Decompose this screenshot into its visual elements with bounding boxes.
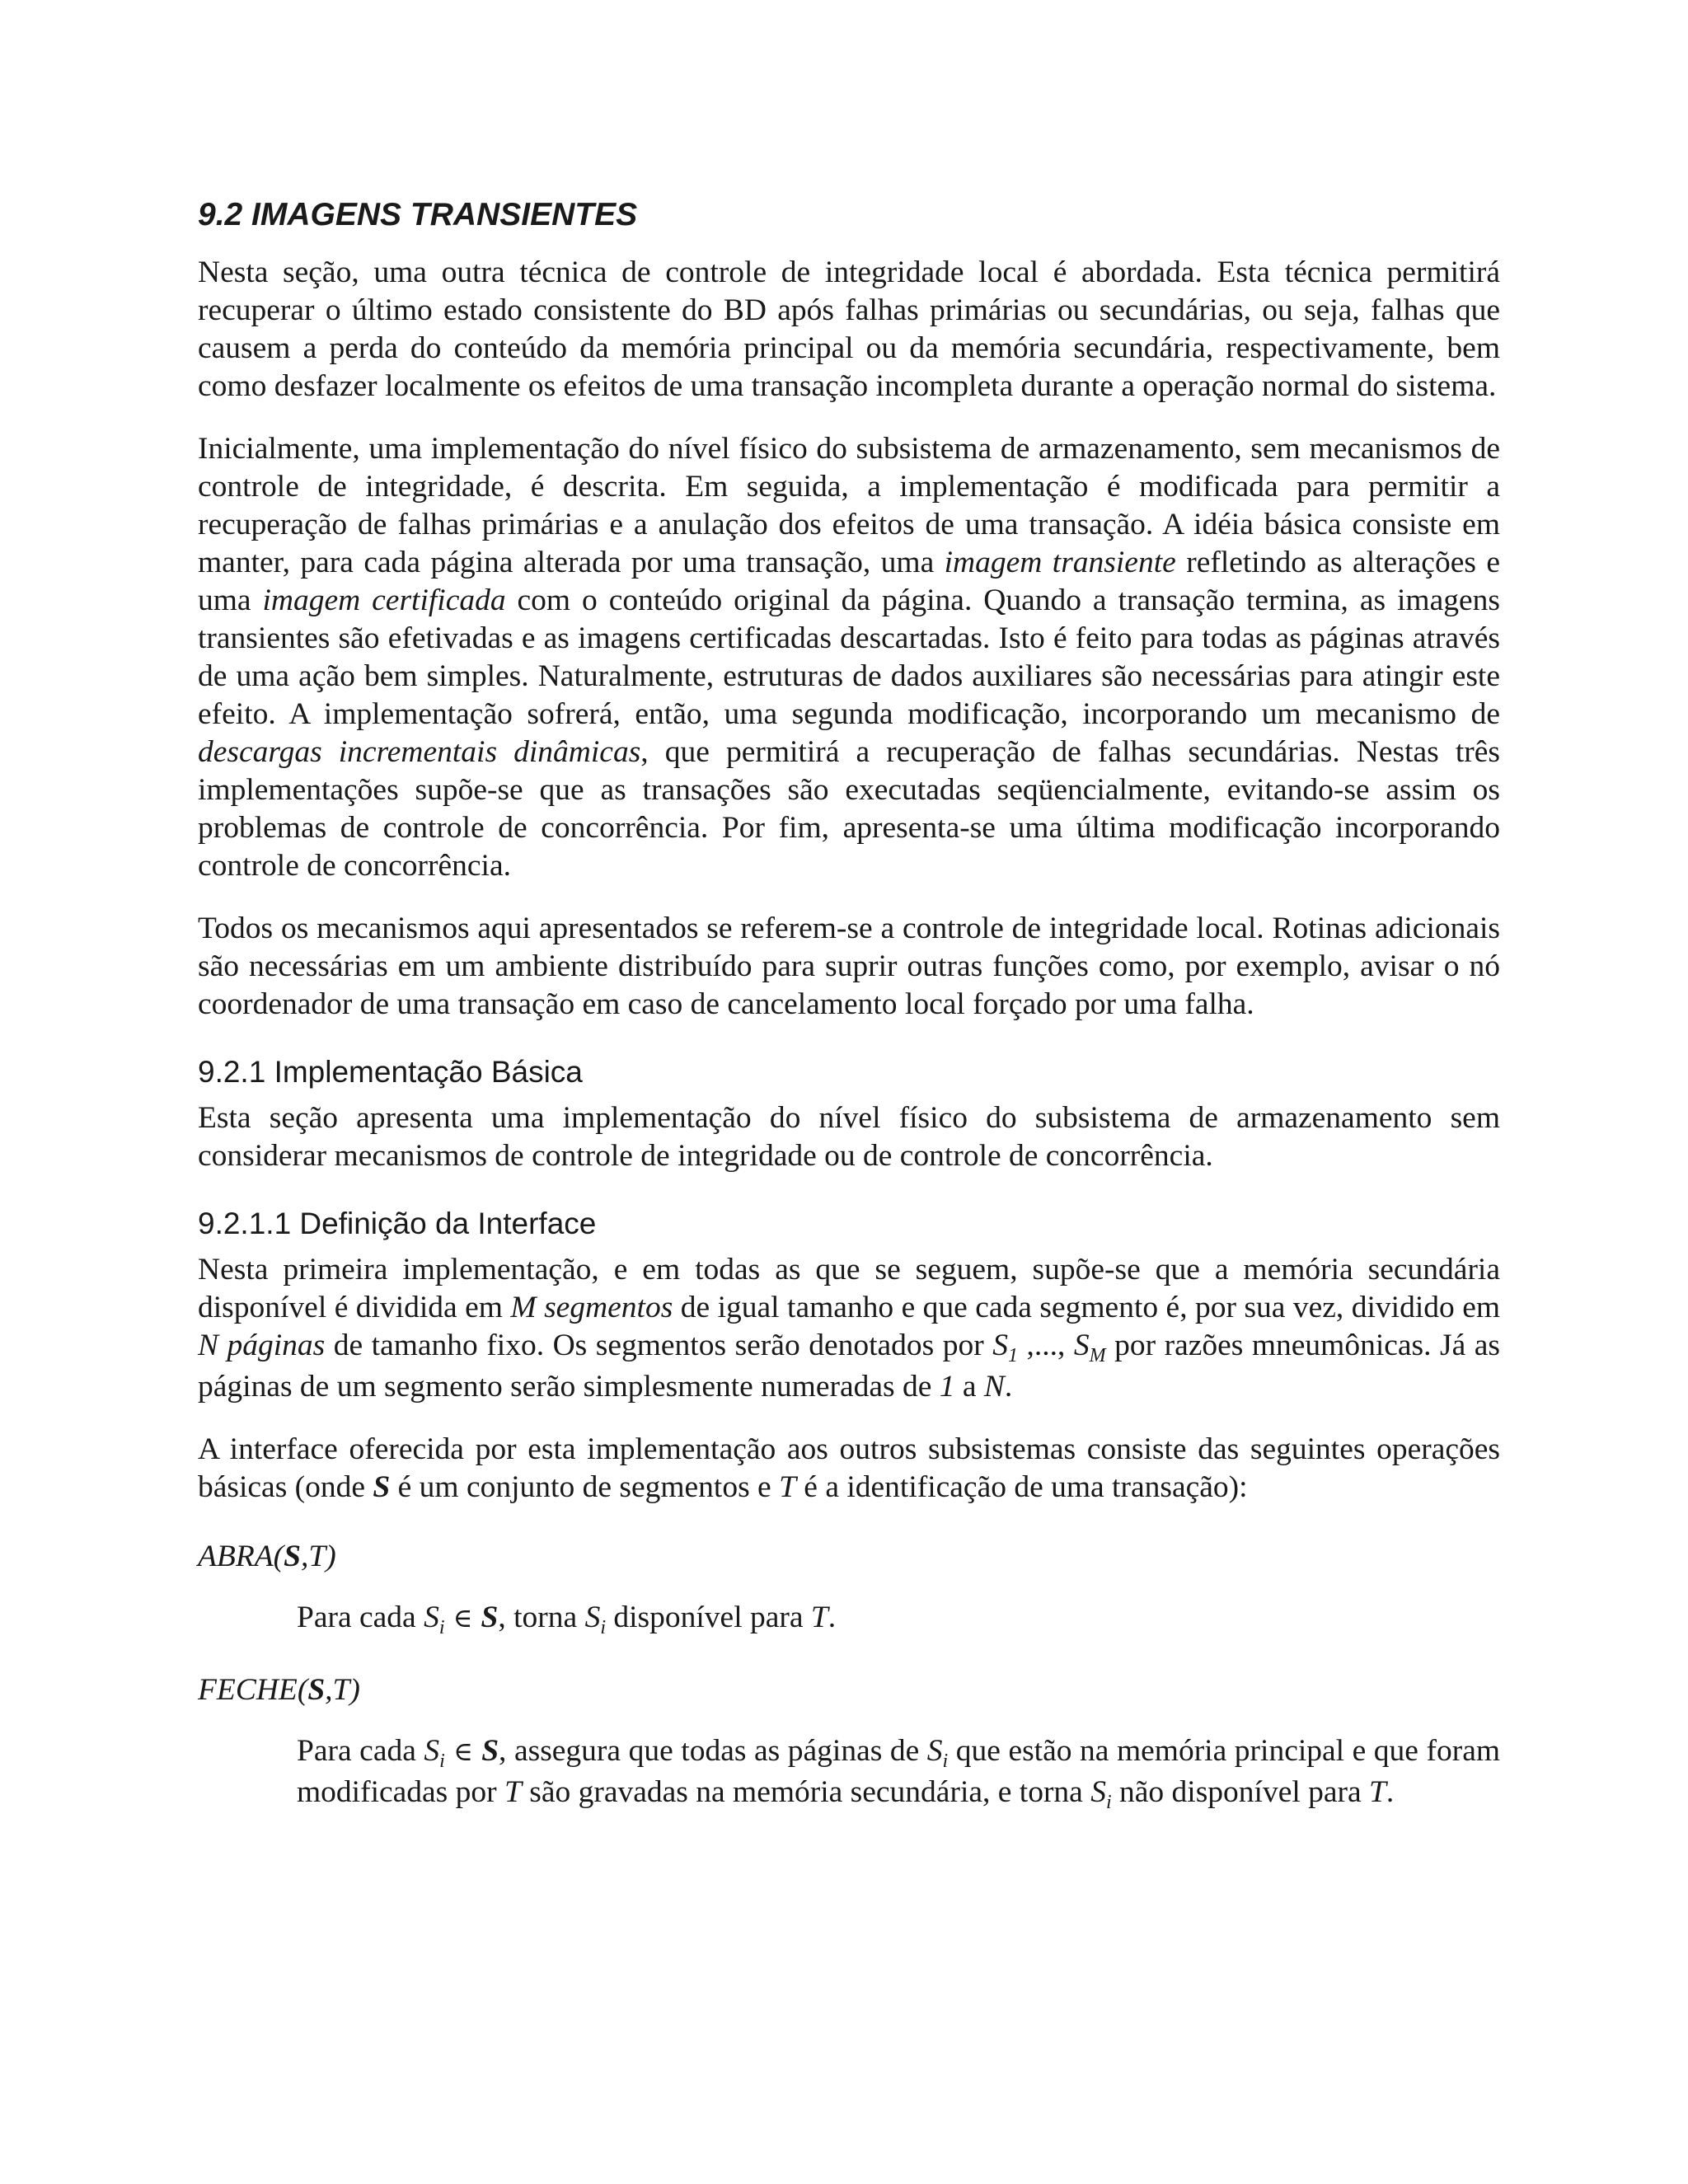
element-of-symbol: ∈ [444, 1602, 481, 1633]
term-descargas-incrementais: descargas incrementais dinâmicas [198, 735, 641, 769]
operation-abra: ABRA(S,T) [198, 1540, 336, 1573]
subsection-title: 9.2.1 Implementação Básica [198, 1055, 583, 1089]
subsubsection-title: 9.2.1.1 Definição da Interface [198, 1207, 597, 1240]
subsection-paragraph: Esta seção apresenta uma implementação do nível físico do subsistema de armazenamento sem considerar mecanismos de controle de integridade ou de controle de concorrência. [198, 1101, 1500, 1173]
document-page [198, 193, 1500, 1840]
operation-feche-description: Para cada $S_i$ ∈ S, assegura que todas as páginas de $S_i$ que estão na memória principal e que foram modificadas por T são gravadas na memória secundária, e torna $S_i$ não disponível para T. [297, 1734, 1501, 1813]
operation-feche: FECHE(S,T) [198, 1673, 360, 1707]
intro-paragraph-1: Nesta seção, uma outra técnica de controle de integridade local é abordada. Esta técnica permitirá recuperar o último estado consistente do BD após falhas primárias ou secundárias, ou seja, falhas que causem a perda do conteúdo da memória principal ou da memória secundária, respectivamente, bem como desfazer localmente os efeitos de uma transação incompleta durante a operação normal do sistema. [198, 255, 1500, 403]
interface-paragraph-2: A interface oferecida por esta implementação aos outros subsistemas consiste das seguintes operações básicas (onde S é um conjunto de segmentos e T é a identificação de uma transação): [198, 1432, 1500, 1504]
element-of-symbol: ∈ [444, 1736, 482, 1767]
term-imagem-transiente: imagem transiente [944, 546, 1176, 579]
intro-paragraph-3: Todos os mecanismos aqui apresentados se referem-se a controle de integridade local. Rotinas adicionais são necessárias em um ambiente distribuído para suprir outras funções como, por exemplo, avisar o nó coordenador de uma transação em caso de cancelamento local forçado por uma falha. [198, 912, 1500, 1021]
section-title: 9.2 IMAGENS TRANSIENTES [198, 197, 638, 232]
intro-paragraph-2: Inicialmente, uma implementação do nível físico do subsistema de armazenamento, sem mecanismos de controle de integridade, é descrita. Em seguida, a implementação é modificada para permitir a recuperação de falhas primárias e a anulação dos efeitos de uma transação. A idéia básica consiste em manter, para cada página alterada por uma transação, uma imagem transiente refletindo as alterações e uma imagem certificada com o conteúdo original da página. Quando a transação termina, as imagens transientes são efetivadas e as imagens certificadas descartadas. Isto é feito para todas as páginas através de uma ação bem simples. Naturalmente, estruturas de dados auxiliares são necessárias para atingir este efeito. A implementação sofrerá, então, uma segunda modificação, incorporando um mecanismo de descargas incrementais dinâmicas, que permitirá a recuperação de falhas secundárias. Nestas três implementações supõe-se que as transações são executadas seqüencialmente, evitando-se assim os problemas de controle de concorrência. Por fim, apresenta-se uma última modificação incorporando controle de concorrência. [198, 432, 1500, 883]
interface-paragraph-1: Nesta primeira implementação, e em todas as que se seguem, supõe-se que a memória secundária disponível é dividida em M segmentos de igual tamanho e que cada segmento é, por sua vez, dividido em N páginas de tamanho fixo. Os segmentos serão denotados por $S_1$ ,..., $S_M$ por razões mneumônicas. Já as páginas de um segmento serão simplesmente numeradas de 1 a N. [198, 1253, 1501, 1404]
term-imagem-certificada: imagem certificada [262, 583, 506, 617]
operation-abra-description: Para cada $S_i$ ∈ S, torna $S_i$ disponível para T. [297, 1601, 837, 1638]
